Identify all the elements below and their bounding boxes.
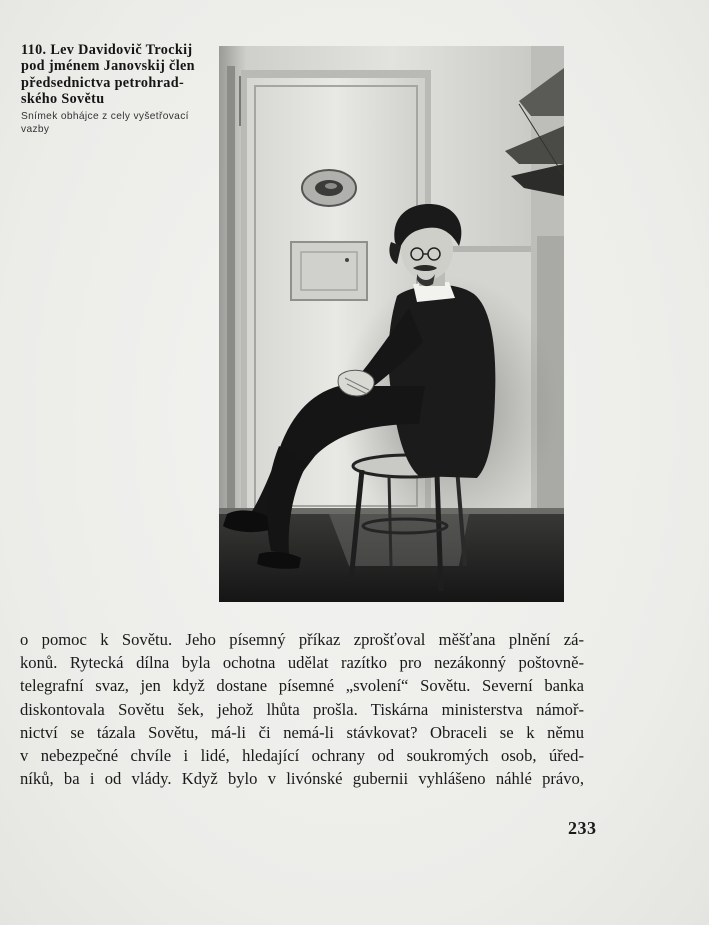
portrait-photograph [219,46,564,602]
caption-note [21,110,213,137]
caption-title-line: pod jménem Janovskij člen [21,58,195,75]
body-text-line: diskontovala Sovětu šek, jehož lhůta prošla. Tiskárna ministerstva námoř- [20,699,584,719]
body-text-line: konů. Rytecká dílna byla ochotna udělat razítko pro nezákonný poštovně- [20,653,584,673]
caption-note-line: Snímek obhájce z cely vyšetřovací [21,110,189,122]
body-text [20,628,584,790]
figure-caption [21,42,213,137]
caption-title-line: 110. Lev Davidovič Trockij [21,42,193,58]
body-text-line: v nebezpečné chvíle i lidé, hledající ochrany od soukromých osob, úřed- [20,745,584,765]
page-number: 233 [568,818,597,838]
body-text-line: telegrafní svaz, jen když dostane písemné „svolení“ Sovětu. Severní banka [20,676,584,696]
caption-note-line: vazby [21,124,50,136]
caption-title-line: ského Sovětu [21,91,105,108]
caption-title [21,42,213,108]
body-text-line: nictví se tázala Sovětu, má-li či nemá-li stávkovat? Obraceli se k němu [20,722,584,742]
caption-title-line: předsednictva petrohrad- [21,74,185,91]
body-text-line: o pomoc k Sovětu. Jeho písemný příkaz zprošťoval měšťana plnění zá- [20,630,584,649]
photograph-image [219,46,564,602]
body-text-line: níků, ba i od vlády. Když bylo v livónské gubernii vyhlášeno náhlé právo, [20,769,584,789]
